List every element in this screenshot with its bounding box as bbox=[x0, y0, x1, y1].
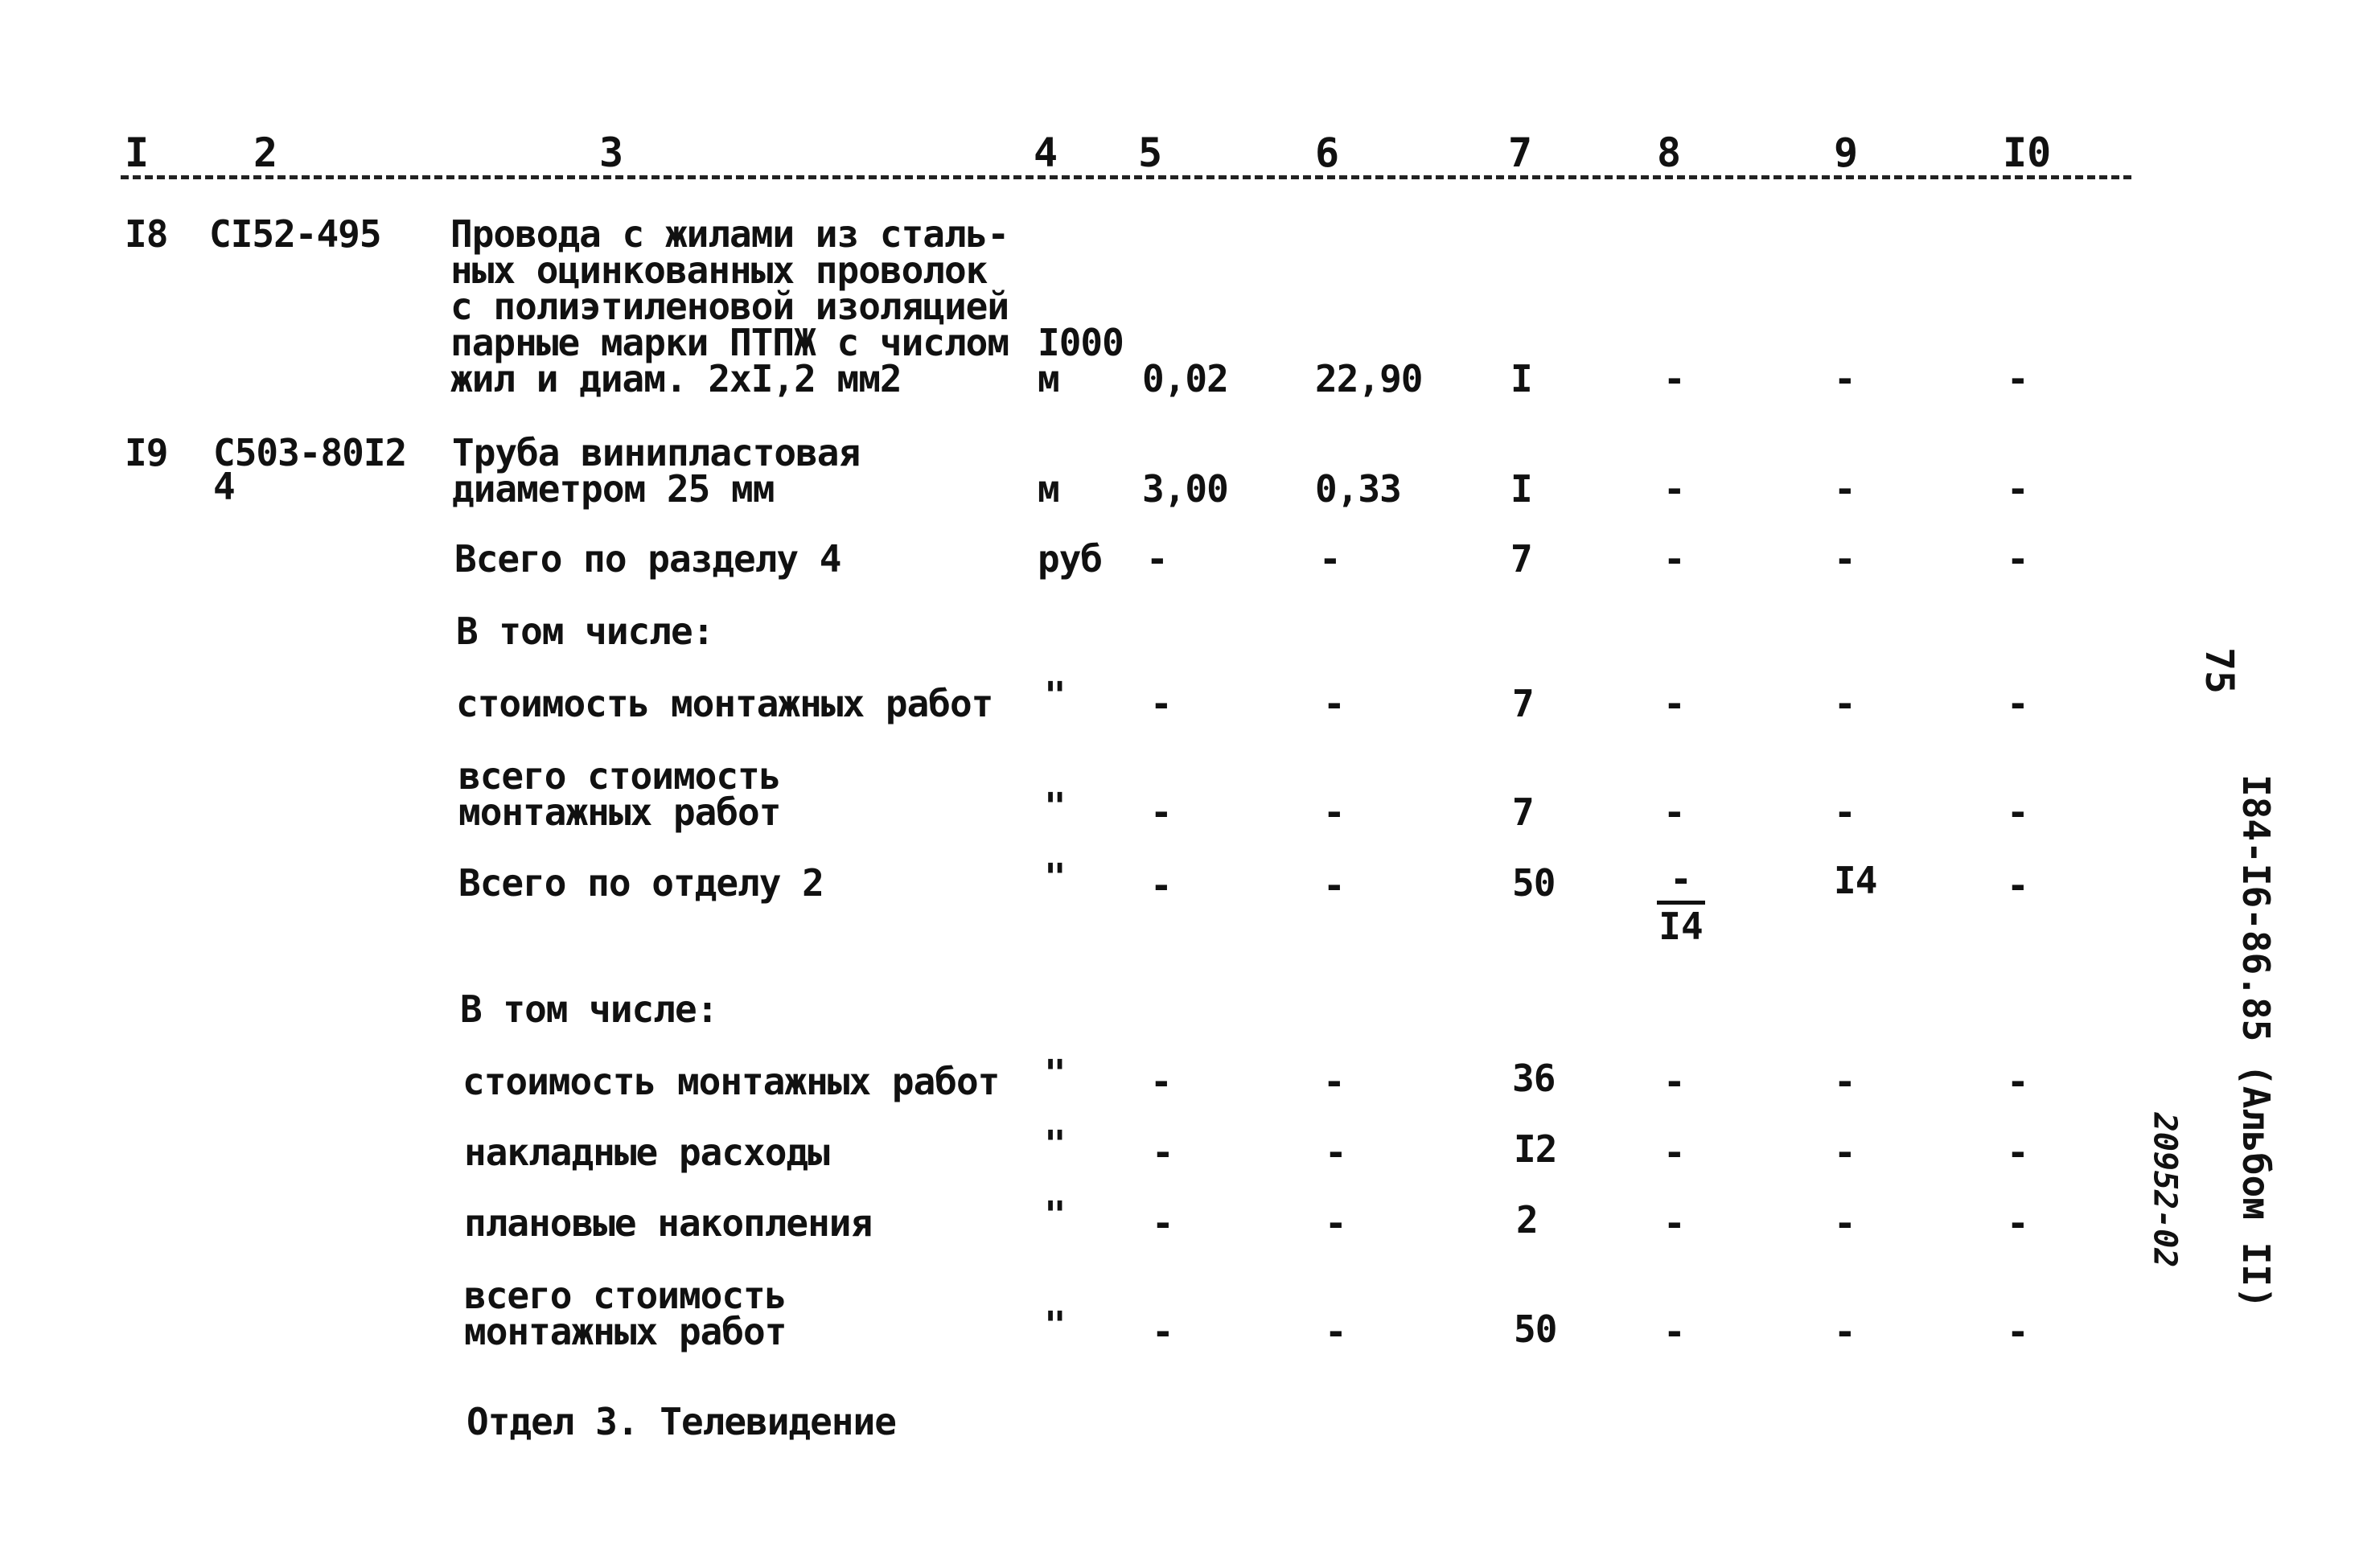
col-header-3: 3 bbox=[599, 129, 624, 176]
cell-col10: - bbox=[2007, 1131, 2028, 1174]
ditto-mark: " bbox=[1044, 1123, 1066, 1166]
cell-col10: - bbox=[2007, 537, 2028, 581]
cell-col5: - bbox=[1150, 864, 1172, 907]
cell-col7: 7 bbox=[1512, 790, 1534, 834]
summary-label-line: всего стоимость bbox=[458, 754, 781, 798]
cell-col10: - bbox=[2007, 864, 2028, 907]
cell-col9: - bbox=[1834, 537, 1856, 581]
cell-col9: - bbox=[1834, 1201, 1856, 1245]
item-description-line: диаметром 25 мм bbox=[452, 467, 775, 511]
summary-label-line: монтажных работ bbox=[458, 790, 781, 834]
ditto-mark: " bbox=[1044, 674, 1066, 717]
cell-col10: - bbox=[2007, 1201, 2028, 1245]
summary-label: стоимость монтажных работ bbox=[462, 1060, 1000, 1103]
header-rule bbox=[121, 175, 2131, 179]
cell-col8: - bbox=[1663, 1131, 1685, 1174]
ditto-mark: " bbox=[1044, 785, 1066, 828]
cell-col5: 3,00 bbox=[1142, 467, 1228, 511]
cell-col5: - bbox=[1150, 790, 1172, 834]
cell-col6: - bbox=[1325, 1310, 1346, 1353]
cell-col6: - bbox=[1323, 1060, 1345, 1103]
cell-col5: - bbox=[1150, 682, 1172, 725]
cell-col6: - bbox=[1325, 1201, 1346, 1245]
cell-col8: - bbox=[1663, 790, 1685, 834]
cell-col5: - bbox=[1152, 1310, 1173, 1353]
cell-col9: - bbox=[1834, 1131, 1856, 1174]
row-number: I8 bbox=[125, 212, 168, 256]
col-header-1: I bbox=[125, 129, 150, 176]
summary-label: Всего по отделу 2 bbox=[458, 861, 824, 905]
cell-col6: - bbox=[1319, 537, 1341, 581]
cell-col7: 50 bbox=[1512, 861, 1556, 905]
cell-col7: I bbox=[1510, 357, 1532, 400]
ditto-mark: " bbox=[1044, 856, 1066, 899]
cell-col6: 0,33 bbox=[1315, 467, 1401, 511]
row-number: I9 bbox=[125, 431, 168, 474]
summary-label: плановые накопления bbox=[464, 1201, 873, 1245]
cell-col5: - bbox=[1152, 1131, 1173, 1174]
cell-col9: - bbox=[1834, 357, 1856, 400]
cell-col9: - bbox=[1834, 682, 1856, 725]
col-header-4: 4 bbox=[1034, 129, 1058, 176]
cell-col7: 50 bbox=[1514, 1307, 1557, 1351]
cell-col7: 36 bbox=[1512, 1057, 1556, 1100]
cell-col8: - bbox=[1663, 467, 1685, 511]
cell-col5: 0,02 bbox=[1142, 357, 1228, 400]
document-code: I84-I6-86.85 (Альбом II) bbox=[2234, 774, 2278, 1309]
fraction-denominator: I4 bbox=[1658, 905, 1704, 948]
cell-col5: - bbox=[1150, 1060, 1172, 1103]
cell-col10: - bbox=[2007, 357, 2028, 400]
col-header-5: 5 bbox=[1138, 129, 1163, 176]
cell-col6: 22,90 bbox=[1315, 357, 1423, 400]
cell-col6: - bbox=[1323, 682, 1345, 725]
cell-col8-fraction bbox=[1649, 857, 1713, 948]
cell-col7: 7 bbox=[1510, 537, 1532, 581]
unit: руб bbox=[1038, 537, 1103, 581]
cell-col10: - bbox=[2007, 1060, 2028, 1103]
cell-col6: - bbox=[1323, 790, 1345, 834]
cell-col8: - bbox=[1663, 537, 1685, 581]
summary-label-line: всего стоимость bbox=[464, 1274, 787, 1317]
cell-col9: - bbox=[1834, 1310, 1856, 1353]
col-header-2: 2 bbox=[253, 129, 278, 176]
ditto-mark: " bbox=[1044, 1303, 1066, 1347]
unit-qty: I000 bbox=[1038, 321, 1124, 364]
cell-col7: 2 bbox=[1516, 1198, 1538, 1242]
cell-col10: - bbox=[2007, 467, 2028, 511]
cell-col8: - bbox=[1663, 1201, 1685, 1245]
unit: м bbox=[1038, 467, 1059, 511]
item-code: СI52-495 bbox=[209, 212, 381, 256]
item-description-line: с полиэтиленовой изоляцией bbox=[450, 285, 1009, 328]
col-header-10: I0 bbox=[2003, 129, 2052, 176]
summary-label: накладные расходы bbox=[464, 1131, 829, 1174]
summary-label: стоимость монтажных работ bbox=[456, 682, 993, 725]
cell-col9: - bbox=[1834, 467, 1856, 511]
cell-col8: - bbox=[1663, 1060, 1685, 1103]
cell-col7: I bbox=[1510, 467, 1532, 511]
cell-col7: 7 bbox=[1512, 682, 1534, 725]
item-description-line: ных оцинкованных проволок bbox=[450, 248, 988, 292]
cell-col7: I2 bbox=[1514, 1127, 1557, 1171]
cell-col10: - bbox=[2007, 682, 2028, 725]
unit: м bbox=[1038, 357, 1059, 400]
fraction-numerator: - bbox=[1670, 857, 1692, 901]
cell-col8: - bbox=[1663, 357, 1685, 400]
section-subheading: В том числе: bbox=[456, 610, 714, 653]
item-description-line: Труба винипластовая bbox=[452, 431, 861, 474]
ditto-mark: " bbox=[1044, 1052, 1066, 1095]
cell-col5: - bbox=[1152, 1201, 1173, 1245]
item-description-line: парные марки ПТПЖ с числом bbox=[450, 321, 1009, 364]
cell-col10: - bbox=[2007, 790, 2028, 834]
col-header-6: 6 bbox=[1315, 129, 1340, 176]
cell-col9: - bbox=[1834, 1060, 1856, 1103]
col-header-7: 7 bbox=[1508, 129, 1533, 176]
summary-label-line: монтажных работ bbox=[464, 1310, 787, 1353]
cell-col8: - bbox=[1663, 1310, 1685, 1353]
ditto-mark: " bbox=[1044, 1193, 1066, 1237]
section-subheading: В том числе: bbox=[460, 987, 718, 1031]
col-header-9: 9 bbox=[1834, 129, 1859, 176]
cell-col10: - bbox=[2007, 1310, 2028, 1353]
cell-col9: I4 bbox=[1834, 859, 1877, 902]
page-number: 75 bbox=[2196, 647, 2242, 694]
cell-col9: - bbox=[1834, 790, 1856, 834]
summary-label: Всего по разделу 4 bbox=[454, 537, 841, 581]
cell-col6: - bbox=[1325, 1131, 1346, 1174]
cell-col5: - bbox=[1146, 537, 1168, 581]
item-description-line: Провода с жилами из сталь- bbox=[450, 212, 1009, 256]
cell-col6: - bbox=[1323, 864, 1345, 907]
item-code-suffix: 4 bbox=[213, 465, 235, 508]
col-header-8: 8 bbox=[1657, 129, 1682, 176]
department-heading: Отдел 3. Телевидение bbox=[466, 1400, 896, 1443]
cell-col8: - bbox=[1663, 682, 1685, 725]
item-description-line: жил и диам. 2хI,2 мм2 bbox=[450, 357, 902, 400]
item-code: С503-80I2 bbox=[213, 431, 407, 474]
document-subcode: 20952-02 bbox=[2146, 1112, 2184, 1268]
